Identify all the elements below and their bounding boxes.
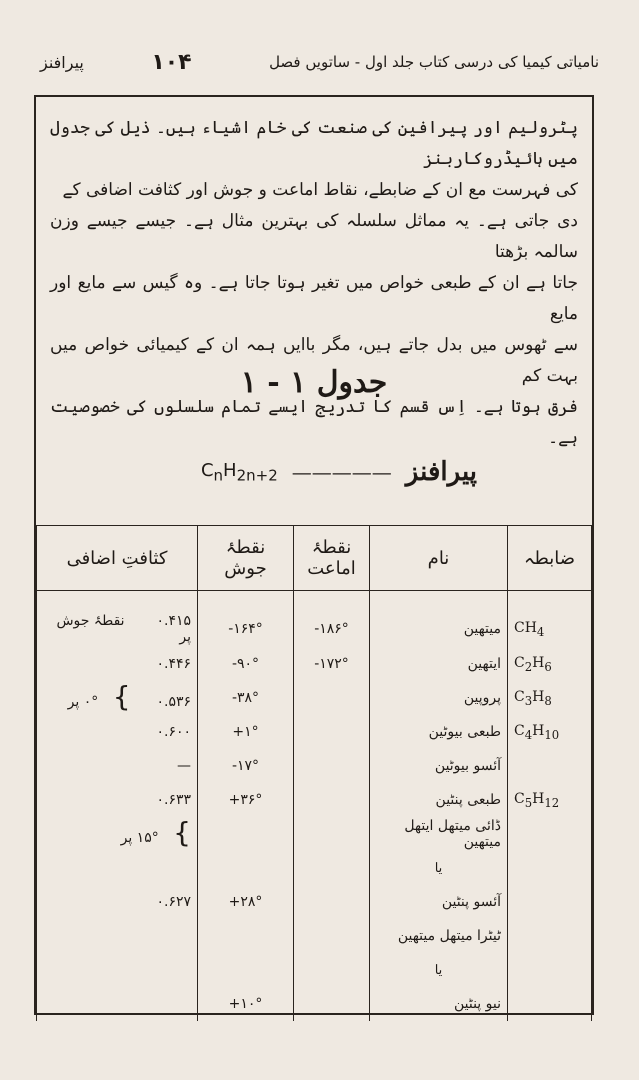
name-cell: نیو پنٹین — [370, 987, 508, 1021]
melting-cell — [294, 817, 370, 851]
table-row — [37, 647, 592, 681]
intro-line: پٹرولیم اور پیرافین کی صنعت کی خام اشیاء ہیں۔ ذیل کی جدول میں ہائیڈروکاربنز — [50, 118, 578, 169]
intro-line: جاتا ہے ان کے طبعی خواص میں تغیر ہوتا جاتا ہے۔ وہ گیس سے مایع اور مایع — [50, 273, 578, 324]
density-cell — [37, 851, 198, 885]
series-dash: ————— — [291, 460, 392, 484]
name-cell: ایتھین — [370, 647, 508, 681]
intro-line: کی فہرست مع ان کے ضابطے، نقاط اماعت و جوش اور کثافت اضافی کے — [62, 180, 578, 200]
formula-cell — [508, 919, 592, 953]
boiling-cell: +۲۸° — [198, 885, 294, 919]
density-value: ۰.۵۳۶ — [156, 693, 191, 710]
formula-cell — [508, 987, 592, 1021]
intro-line: دی جاتی ہے۔ یہ مماثل سلسلہ کی بہترین مثال ہے۔ جیسے جیسے وزن سالمہ بڑھتا — [50, 211, 578, 262]
density-note: نقطۂ جوش پر — [56, 613, 191, 645]
melting-cell — [294, 749, 370, 783]
header-formula: ضابطہ — [508, 526, 592, 591]
density-cell — [37, 591, 198, 648]
density-value: ۰.۶۰۰ — [156, 724, 191, 740]
page-header — [40, 40, 599, 84]
name-cell — [370, 953, 508, 987]
density-cell — [37, 885, 198, 919]
formula-cell: $C_2H_6$ — [508, 647, 592, 681]
boiling-cell: -۱۶۴° — [198, 591, 294, 648]
name-cell: آئسو بیوٹین — [370, 749, 508, 783]
melting-cell — [294, 953, 370, 987]
formula-cell — [508, 817, 592, 851]
table-row — [37, 851, 592, 885]
page-number: ۱۰۴ — [151, 49, 192, 75]
density-note: ۱۵° پر — [120, 829, 159, 846]
name-cell: آئسو پنٹین — [370, 885, 508, 919]
melting-cell — [294, 783, 370, 817]
header-density: کثافتِ اضافی — [37, 526, 198, 591]
density-value: ۰.۴۴۶ — [156, 656, 191, 672]
header-name: نام — [370, 526, 508, 591]
table-row — [37, 783, 592, 817]
table-row — [37, 885, 592, 919]
intro-line: فرق ہوتا ہے۔ اِس قسم کا تدریج ایسے تمام سلسلوں کی خصوصیت ہے۔ — [50, 397, 578, 448]
formula-cell: $C_4H_{10}$ — [508, 715, 592, 749]
boiling-cell: +۳۶° — [198, 783, 294, 817]
content-frame — [34, 95, 594, 1015]
brace-icon: } — [112, 679, 131, 713]
intro-line: سے ٹھوس میں بدل جاتے ہیں، مگر باایں ہمہ ان کے کیمیائی خواص میں بہت کم — [50, 335, 578, 386]
table-title: جدول ۱ - ۱ — [240, 365, 388, 400]
boiling-cell: +۱۰° — [198, 987, 294, 1021]
melting-cell — [294, 885, 370, 919]
density-value: ۰.۴۱۵ — [156, 613, 191, 629]
name-cell: طبعی بیوٹین — [370, 715, 508, 749]
or-label: یا — [434, 860, 443, 876]
melting-cell — [294, 851, 370, 885]
formula-cell: $C_5H_{12}$ — [508, 783, 592, 817]
formula-cell — [508, 885, 592, 919]
name-cell: ٹیٹرا میتھل میتھین — [370, 919, 508, 953]
boiling-cell: -۹۰° — [198, 647, 294, 681]
table-row — [37, 987, 592, 1021]
chapter-title: پیرافنز — [40, 52, 84, 72]
melting-cell — [294, 919, 370, 953]
table-row — [37, 591, 592, 648]
name-cell — [370, 851, 508, 885]
boiling-cell: +۱° — [198, 715, 294, 749]
table-header-row — [37, 526, 592, 591]
brace-icon: } — [173, 815, 191, 849]
table-row — [37, 681, 592, 715]
boiling-cell: -۱۷° — [198, 749, 294, 783]
table-row — [37, 749, 592, 783]
boiling-cell — [198, 851, 294, 885]
boiling-cell — [198, 817, 294, 851]
density-value: — — [177, 758, 191, 774]
series-heading — [166, 457, 512, 487]
formula-cell: $C_3H_8$ — [508, 681, 592, 715]
intro-paragraph — [50, 113, 578, 454]
table-row — [37, 715, 592, 749]
running-title: نامیاتی کیمیا کی درسی کتاب جلد اول - ساتویں فصل — [269, 53, 599, 71]
density-cell — [37, 647, 198, 681]
boiling-cell — [198, 919, 294, 953]
series-formula: $C_nH_{2n+2}$ — [200, 459, 278, 485]
density-cell — [37, 681, 198, 715]
name-cell: پروپین — [370, 681, 508, 715]
name-cell: ڈائی میتھل ایتھل میتھین — [370, 817, 508, 851]
boiling-cell — [198, 953, 294, 987]
paraffins-table — [36, 525, 592, 1021]
density-note: ۰° پر — [67, 693, 99, 710]
melting-cell: -۱۸۶° — [294, 591, 370, 648]
boiling-cell: -۳۸° — [198, 681, 294, 715]
density-value: ۰.۶۳۳ — [156, 792, 191, 808]
density-cell — [37, 783, 198, 817]
density-cell — [37, 817, 198, 851]
density-cell — [37, 953, 198, 987]
density-cell — [37, 987, 198, 1021]
density-value: ۰.۶۲۷ — [156, 894, 191, 910]
series-name: پیرافنز — [405, 457, 478, 487]
table-row — [37, 919, 592, 953]
formula-cell: $CH_4$ — [508, 591, 592, 648]
or-label: یا — [434, 962, 443, 978]
formula-cell — [508, 953, 592, 987]
density-cell — [37, 749, 198, 783]
formula-cell — [508, 749, 592, 783]
formula-cell — [508, 851, 592, 885]
header-melting-point: نقطۂ اماعت — [294, 526, 370, 591]
header-boiling-point: نقطۂ جوش — [198, 526, 294, 591]
table-row — [37, 953, 592, 987]
melting-cell — [294, 715, 370, 749]
name-cell: میتھین — [370, 591, 508, 648]
name-cell: طبعی پنٹین — [370, 783, 508, 817]
density-cell — [37, 919, 198, 953]
density-cell — [37, 715, 198, 749]
table-row — [37, 817, 592, 851]
melting-cell — [294, 987, 370, 1021]
melting-cell — [294, 681, 370, 715]
melting-cell: -۱۷۲° — [294, 647, 370, 681]
